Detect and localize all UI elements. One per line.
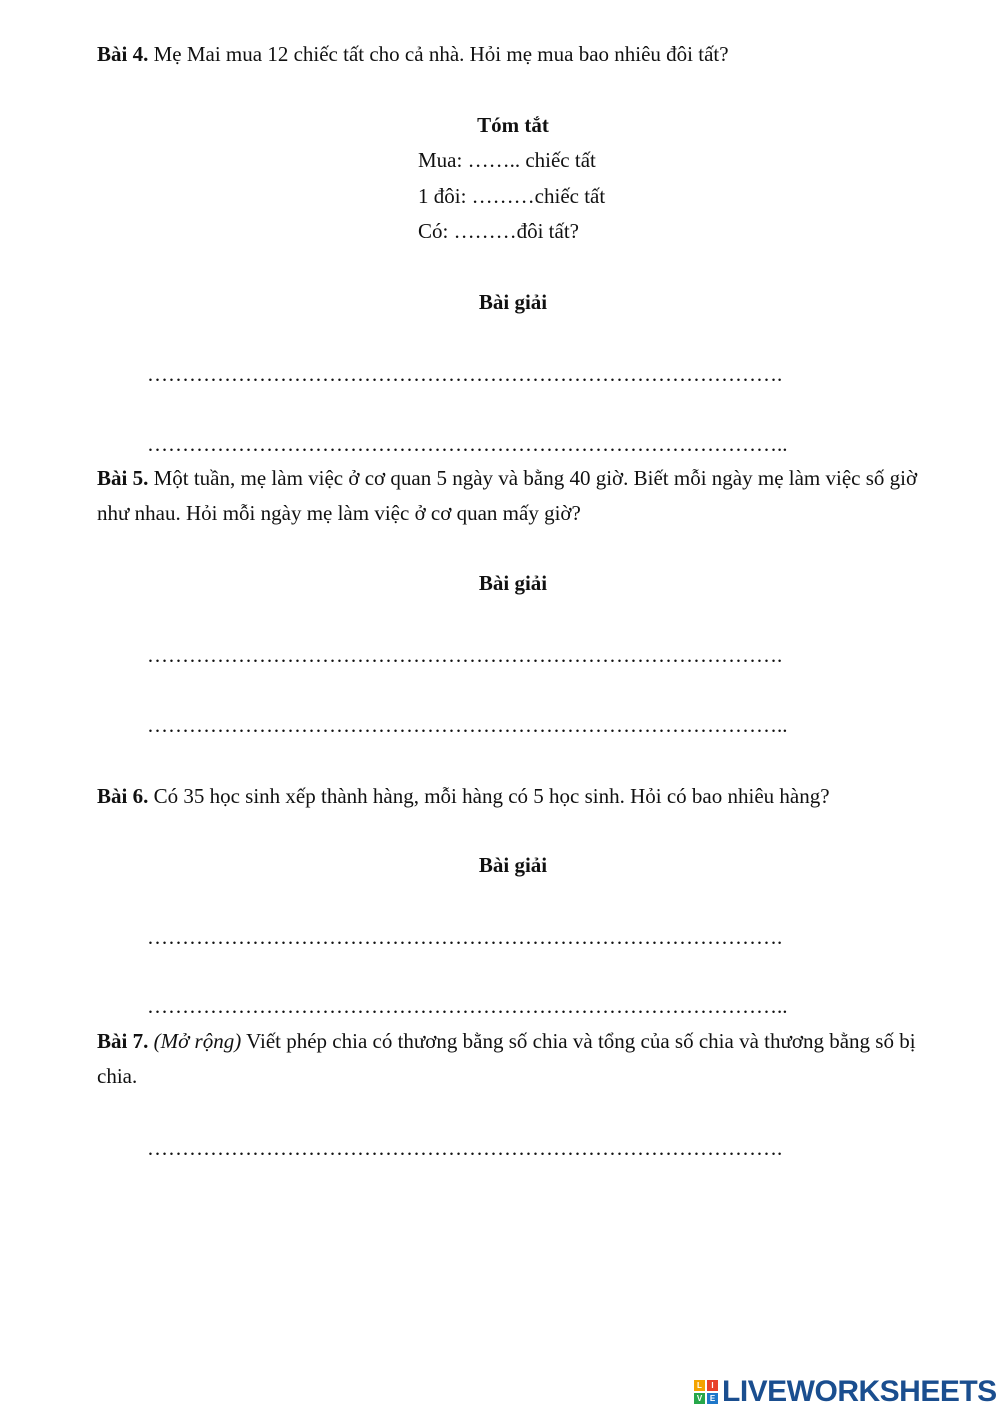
bai7-question <box>97 1024 927 1094</box>
logo-text: LIVEWORKSHEETS <box>722 1375 997 1408</box>
bai7-note: (Mở rộng) <box>153 1029 242 1053</box>
bai4-summary-line-2: 1 đôi: ………chiếc tất <box>418 184 606 208</box>
bai4-text: Mẹ Mai mua 12 chiếc tất cho cả nhà. Hỏi mẹ mua bao nhiêu đôi tất? <box>148 42 729 66</box>
bai5-label: Bài 5. <box>97 466 149 490</box>
bai6-answer-line-1[interactable]: ………………………………………………………………………………. <box>147 925 783 949</box>
bai7-text: Viết phép chia có thương bằng số chia và tổng của số chia và thương bằng số bị chia. <box>97 1029 916 1088</box>
bai4-answer-line-1[interactable]: ………………………………………………………………………………. <box>147 362 783 386</box>
liveworksheets-logo <box>694 1374 997 1410</box>
bai5-answer-line-1[interactable]: ………………………………………………………………………………. <box>147 643 783 667</box>
bai7-label: Bài 7. <box>97 1029 149 1053</box>
bai6-solution-title: Bài giải <box>478 853 548 877</box>
bai6-text: Có 35 học sinh xếp thành hàng, mỗi hàng có 5 học sinh. Hỏi có bao nhiêu hàng? <box>148 784 830 808</box>
bai5-question <box>97 461 927 531</box>
logo-letter-e: E <box>707 1393 718 1404</box>
bai5-answer-line-2[interactable]: ……………………………………………………………………………….. <box>147 713 788 737</box>
logo-grid-icon <box>694 1380 718 1404</box>
bai6-label: Bài 6. <box>97 784 149 808</box>
bai4-summary-line-1: Mua: …….. chiếc tất <box>418 148 596 172</box>
bai4-question <box>97 42 729 67</box>
logo-letter-l: L <box>694 1380 705 1391</box>
bai4-summary-title: Tóm tắt <box>477 113 549 137</box>
bai5-solution-title: Bài giải <box>478 571 548 595</box>
bai4-label: Bài 4. <box>97 42 149 66</box>
logo-letter-v: V <box>694 1393 705 1404</box>
bai4-solution-title: Bài giải <box>478 290 548 314</box>
bai5-text: Một tuần, mẹ làm việc ở cơ quan 5 ngày và bằng 40 giờ. Biết mỗi ngày mẹ làm việc số giờ như nhau. Hỏi mỗi ngày mẹ làm việc ở cơ quan mấy giờ? <box>97 466 918 525</box>
bai4-summary-line-3: Có: ………đôi tất? <box>418 219 579 243</box>
bai6-question <box>97 784 830 809</box>
bai6-answer-line-2[interactable]: ……………………………………………………………………………….. <box>147 994 788 1018</box>
logo-letter-i: I <box>707 1380 718 1391</box>
bai7-answer-line-1[interactable]: ………………………………………………………………………………. <box>147 1136 783 1160</box>
bai4-answer-line-2[interactable]: ……………………………………………………………………………….. <box>147 432 788 456</box>
